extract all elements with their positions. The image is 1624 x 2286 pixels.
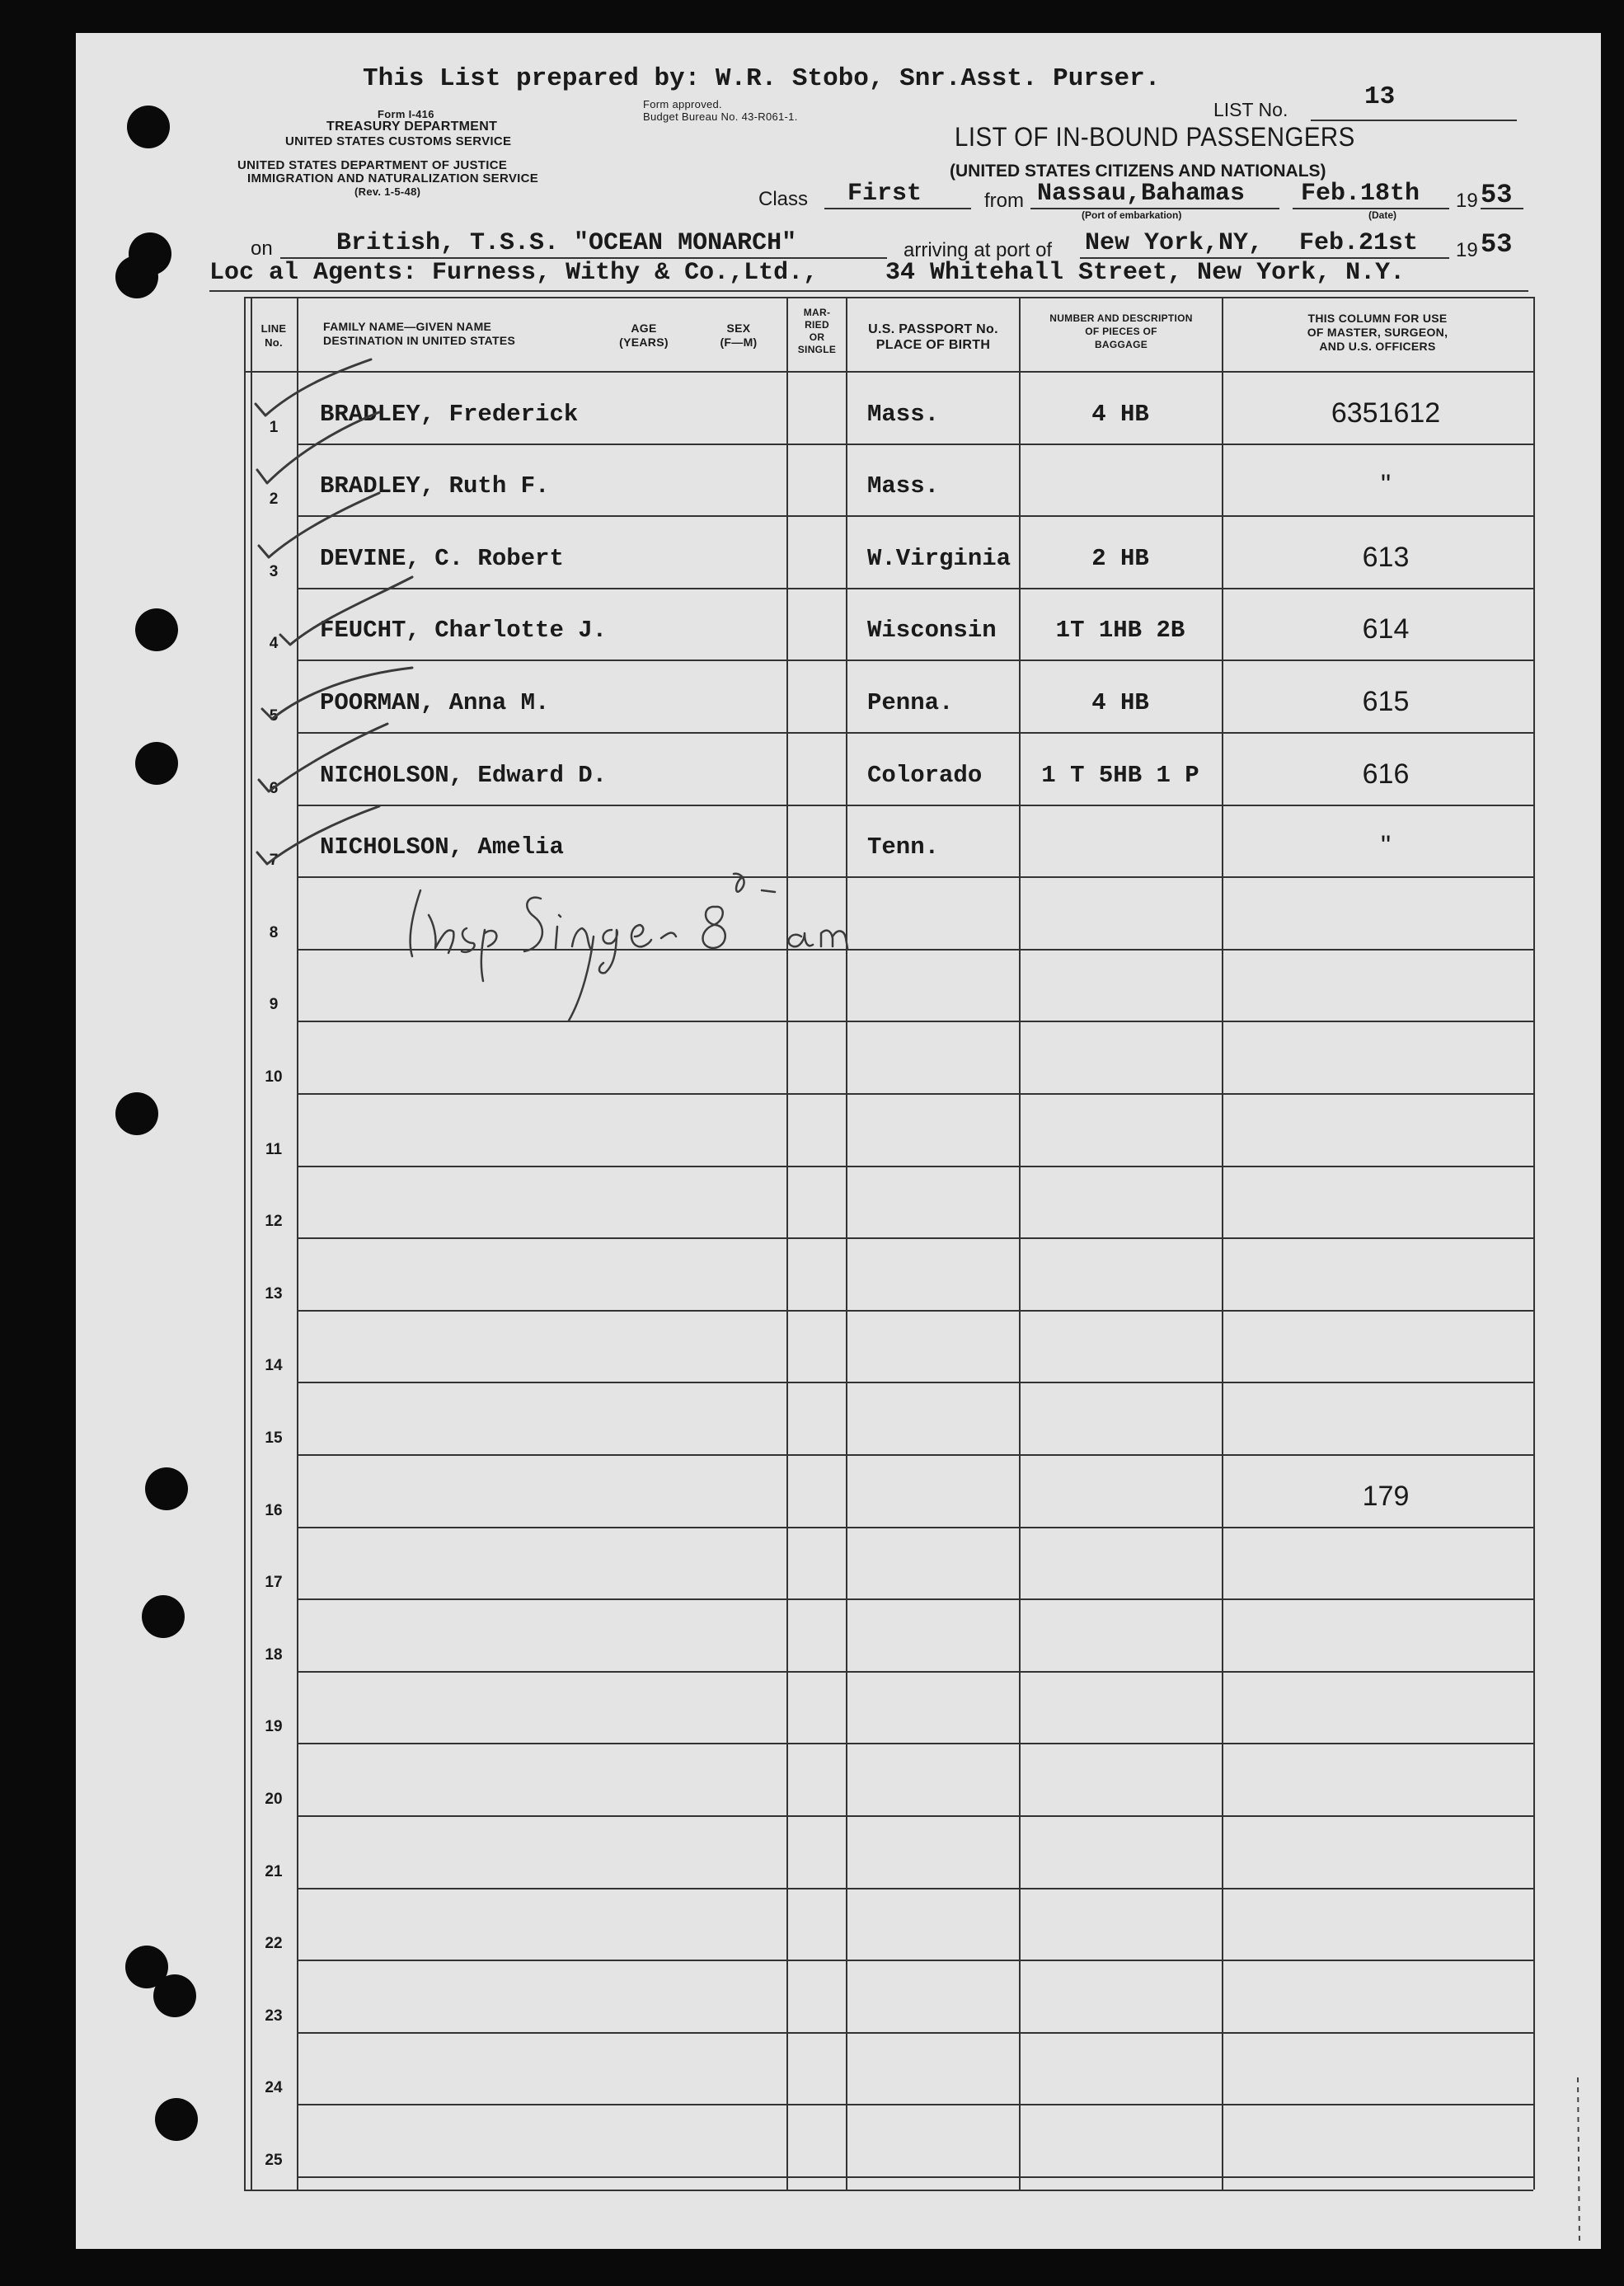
- header-age: AGE (YEARS): [619, 322, 669, 349]
- table-row: [244, 1093, 1533, 1166]
- year-underline: [1481, 208, 1523, 209]
- table-row: [244, 1454, 1533, 1527]
- local-agents: Loc al Agents: Furness, Withy & Co.,Ltd.,: [209, 259, 819, 287]
- passenger-name: DEVINE, C. Robert: [320, 544, 564, 572]
- header-married: MAR- RIED OR SINGLE: [797, 307, 837, 355]
- table-row: [244, 1310, 1533, 1382]
- arrival-date: Feb.21st: [1299, 229, 1419, 257]
- place-of-birth: Colorado: [867, 761, 983, 789]
- row-line-number: 20: [265, 1790, 283, 1808]
- officer-entry: 613: [1362, 541, 1410, 573]
- row-line-number: 7: [269, 852, 279, 870]
- officer-entry: 615: [1362, 685, 1410, 717]
- inspector-note-handwriting: [396, 857, 857, 1022]
- table-row: [244, 2032, 1533, 2105]
- customs-service: UNITED STATES CUSTOMS SERVICE: [285, 134, 512, 148]
- arriving-label: arriving at port of: [904, 239, 1053, 261]
- header-passport: U.S. PASSPORT No. PLACE OF BIRTH: [868, 322, 998, 352]
- form-subtitle: (UNITED STATES CITIZENS AND NATIONALS): [950, 162, 1326, 181]
- row-line-number: 17: [265, 1574, 283, 1592]
- date-caption: (Date): [1368, 209, 1397, 221]
- row-line-number: 15: [265, 1429, 283, 1447]
- row-line-number: 2: [269, 491, 279, 509]
- check-mark: [262, 668, 412, 719]
- year-suffix: 53: [1481, 229, 1513, 260]
- list-no-label: LIST No.: [1213, 99, 1288, 120]
- binder-hole: [135, 742, 178, 785]
- passenger-name: BRADLEY, Ruth F.: [320, 472, 550, 500]
- row-line-number: 5: [269, 706, 279, 725]
- row-line-number: 13: [265, 1284, 283, 1303]
- table-row: [244, 1960, 1533, 2032]
- check-mark: [257, 806, 379, 864]
- binder-hole: [155, 2098, 198, 2141]
- table-row: [244, 1021, 1533, 1093]
- departure-date: Feb.18th: [1301, 180, 1420, 208]
- header-line-no: LINE No.: [260, 322, 287, 349]
- table-row: [244, 1815, 1533, 1888]
- table-row: [244, 2104, 1533, 2176]
- class-value: First: [847, 180, 922, 208]
- passenger-name: FEUCHT, Charlotte J.: [320, 617, 608, 645]
- officer-entry: 6351612: [1331, 397, 1441, 429]
- table-row: [244, 1598, 1533, 1671]
- row-line-number: 19: [265, 1718, 283, 1736]
- table-row: [244, 1382, 1533, 1454]
- binder-hole: [115, 256, 158, 298]
- officer-entry: 179: [1362, 1480, 1410, 1512]
- port-of-embarkation: Nassau,Bahamas: [1037, 180, 1246, 208]
- row-line-number: 22: [265, 1935, 283, 1953]
- table-row: [244, 1671, 1533, 1744]
- row-line-number: 6: [269, 779, 279, 797]
- header-officers: THIS COLUMN FOR USE OF MASTER, SURGEON, AND U.S. OFFICERS: [1307, 312, 1448, 353]
- row-line-number: 3: [269, 562, 279, 580]
- table-row: [244, 1237, 1533, 1310]
- place-of-birth: Penna.: [867, 688, 954, 716]
- row-line: [297, 2176, 1533, 2178]
- row-line-number: 8: [269, 923, 279, 941]
- list-number: 13: [1364, 82, 1396, 111]
- header-name: FAMILY NAME—GIVEN NAME DESTINATION IN UNITED STATES: [323, 320, 516, 347]
- row-line-number: 14: [265, 1357, 283, 1375]
- class-label: Class: [758, 188, 809, 210]
- table-row: [244, 1527, 1533, 1599]
- table-top-border: [244, 297, 1533, 298]
- row-line-number: 21: [265, 1862, 283, 1880]
- place-of-birth: Wisconsin: [867, 617, 997, 645]
- baggage: 1 T 5HB 1 P: [1041, 761, 1199, 789]
- row-line-number: 12: [265, 1213, 283, 1231]
- row-line-number: 16: [265, 1501, 283, 1519]
- from-label: from: [984, 190, 1024, 212]
- binder-hole: [145, 1467, 188, 1510]
- place-of-birth: Tenn.: [867, 833, 940, 861]
- passenger-name: BRADLEY, Frederick: [320, 400, 579, 428]
- check-mark: [259, 724, 387, 791]
- officer-entry: 614: [1362, 613, 1410, 645]
- scan-mark: [1566, 2077, 1591, 2242]
- place-of-birth: Mass.: [867, 400, 940, 428]
- vessel-name: British, T.S.S. "OCEAN MONARCH": [336, 229, 797, 257]
- binder-hole: [135, 608, 178, 651]
- row-line-number: 4: [269, 635, 279, 653]
- list-no-underline: [1311, 120, 1517, 121]
- row-line-number: 25: [265, 2151, 283, 2169]
- department-of-justice: UNITED STATES DEPARTMENT OF JUSTICE: [237, 158, 508, 172]
- port-embarkation-caption: (Port of embarkation): [1082, 209, 1182, 221]
- budget-bureau: Budget Bureau No. 43-R061-1.: [643, 110, 798, 123]
- revision-date: (Rev. 1-5-48): [354, 185, 421, 198]
- check-mark: [280, 577, 412, 645]
- row-line-number: 9: [269, 996, 279, 1014]
- passenger-name: NICHOLSON, Amelia: [320, 833, 564, 861]
- baggage: 4 HB: [1091, 400, 1149, 428]
- passenger-name: NICHOLSON, Edward D.: [320, 761, 608, 789]
- agents-underline: [209, 290, 1528, 292]
- form-title: LIST OF IN-BOUND PASSENGERS: [955, 122, 1355, 152]
- row-line-number: 10: [265, 1068, 283, 1086]
- place-of-birth: W.Virginia: [867, 544, 1011, 572]
- binder-hole: [127, 106, 170, 148]
- row-line-number: 11: [265, 1140, 283, 1158]
- table-row: [244, 1166, 1533, 1238]
- officer-entry: ": [1380, 830, 1392, 862]
- row-line-number: 24: [265, 2079, 283, 2097]
- agents-address: 34 Whitehall Street, New York, N.Y.: [885, 259, 1406, 287]
- form-number: Form I-416: [378, 108, 434, 120]
- place-of-birth: Mass.: [867, 472, 940, 500]
- immigration-service: IMMIGRATION AND NATURALIZATION SERVICE: [247, 171, 539, 185]
- binder-hole: [142, 1595, 185, 1638]
- table-right-border: [1533, 297, 1535, 2190]
- binder-hole: [153, 1974, 196, 2017]
- binder-hole: [115, 1092, 158, 1135]
- treasury-department: TREASURY DEPARTMENT: [326, 120, 498, 134]
- baggage: 2 HB: [1091, 544, 1149, 572]
- officer-entry: ": [1380, 469, 1392, 501]
- officer-entry: 616: [1362, 758, 1410, 790]
- checkmarks: [247, 330, 462, 890]
- check-mark: [259, 493, 379, 557]
- header-sex: SEX (F—M): [720, 322, 758, 349]
- baggage: 4 HB: [1091, 688, 1149, 716]
- passenger-name: POORMAN, Anna M.: [320, 688, 550, 716]
- year-prefix: 19: [1456, 239, 1478, 261]
- row-line-number: 18: [265, 1645, 283, 1664]
- table-row: [244, 1888, 1533, 1960]
- year-suffix: 53: [1481, 180, 1513, 210]
- row-line-number: 1: [269, 418, 279, 436]
- table-bottom-border: [244, 2190, 1533, 2191]
- table-row: [244, 1743, 1533, 1815]
- form-approved: Form approved.: [643, 98, 722, 110]
- header-baggage: NUMBER AND DESCRIPTION OF PIECES OF BAGGAGE: [1049, 312, 1193, 350]
- on-label: on: [251, 237, 273, 260]
- arrival-port: New York,NY,: [1085, 229, 1264, 257]
- prepared-by-line: This List prepared by: W.R. Stobo, Snr.Asst. Purser.: [363, 64, 1161, 93]
- check-mark: [256, 359, 371, 415]
- year-prefix: 19: [1456, 190, 1478, 212]
- check-mark: [257, 412, 379, 483]
- row-line-number: 23: [265, 2007, 283, 2025]
- class-underline: [824, 208, 971, 209]
- baggage: 1T 1HB 2B: [1055, 617, 1185, 645]
